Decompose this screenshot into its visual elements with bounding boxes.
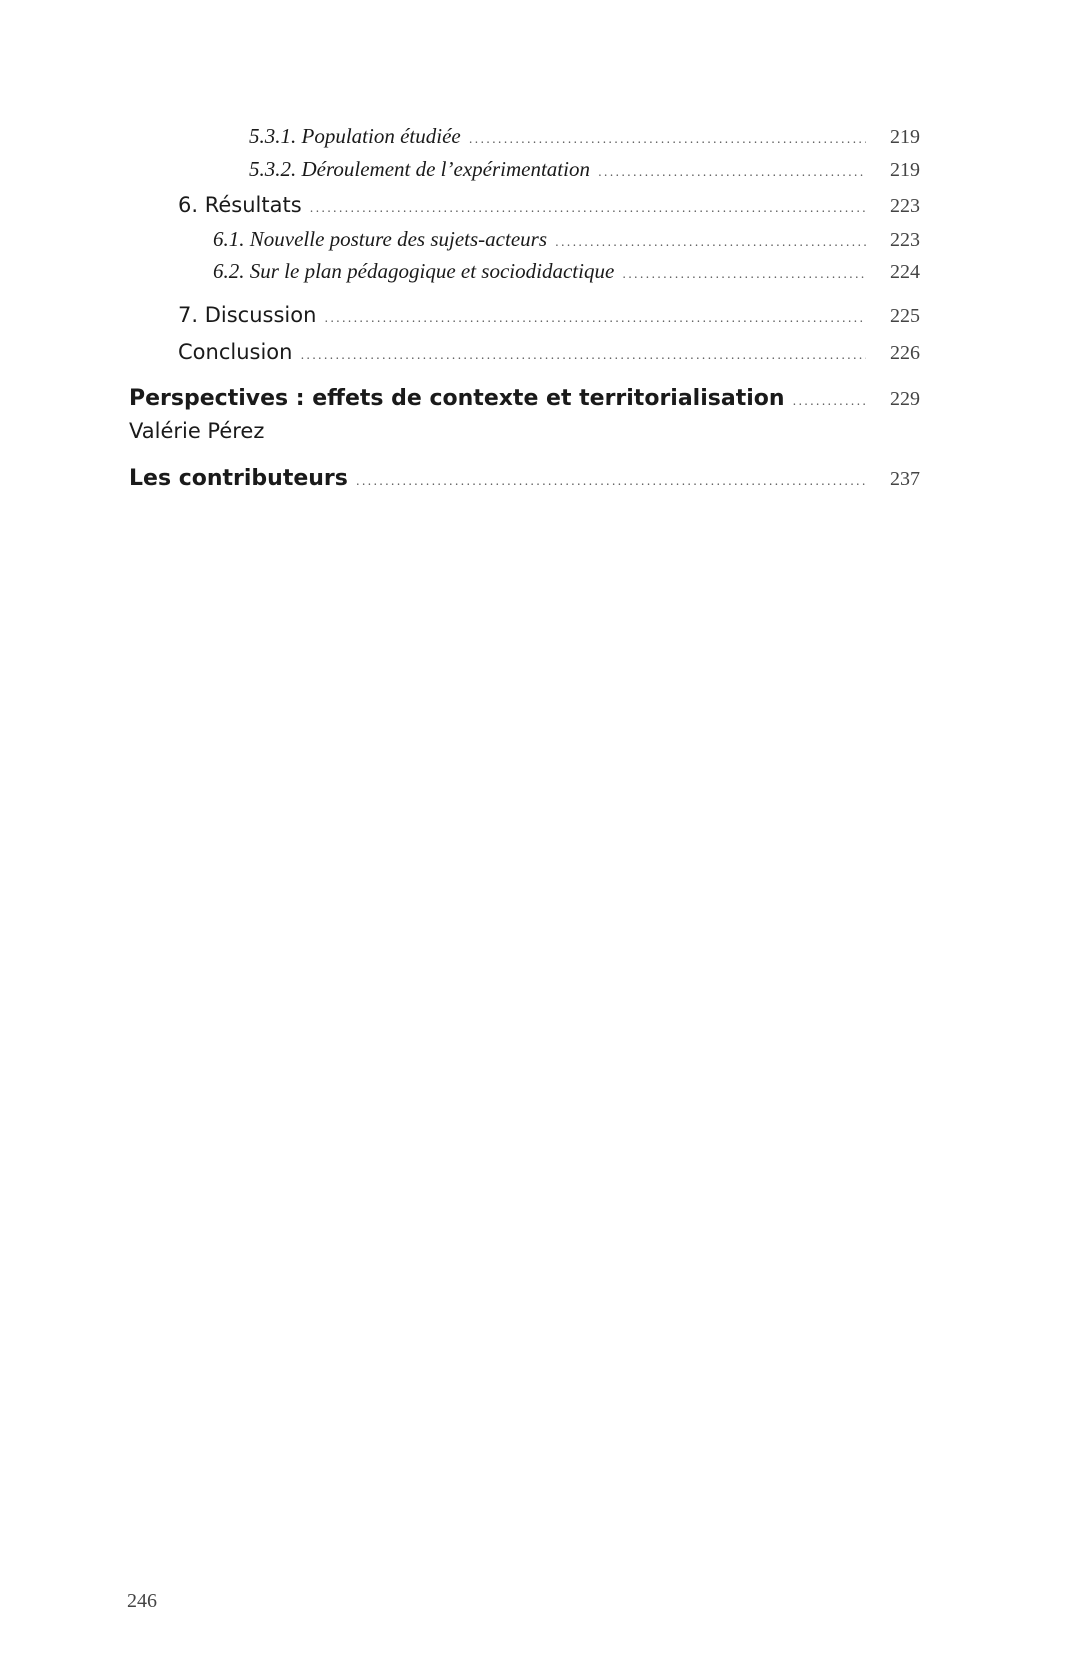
- toc-entry-6[interactable]: [0, 193, 1090, 218]
- toc-entry-label: 6. Résultats: [178, 193, 302, 217]
- dot-leader: [300, 348, 866, 362]
- toc-page-number: 223: [890, 195, 920, 217]
- toc-entry-conclusion[interactable]: [0, 340, 1090, 365]
- dot-leader: [310, 201, 866, 215]
- dot-leader: [555, 235, 866, 249]
- toc-entry-label: 6.1. Nouvelle posture des sujets-acteurs: [213, 227, 548, 251]
- toc-entry-6-1[interactable]: [0, 227, 1090, 252]
- dot-leader: [793, 394, 866, 408]
- dot-leader: [622, 267, 866, 281]
- toc-entry-6-2[interactable]: [0, 259, 1090, 284]
- dot-leader: [356, 474, 866, 488]
- toc-page-number: 219: [890, 159, 920, 181]
- toc-entry-contributeurs[interactable]: [0, 466, 1090, 491]
- toc-page-number: 219: [890, 126, 920, 148]
- toc-entry-label: Conclusion: [178, 340, 293, 364]
- toc-entry-5-3-1[interactable]: [0, 124, 1090, 149]
- toc-entry-label: 5.3.1. Population étudiée: [249, 124, 461, 148]
- toc-entry-label: Perspectives : effets de contexte et territorialisation: [129, 386, 785, 411]
- dot-leader: [324, 311, 866, 325]
- toc-entry-7[interactable]: [0, 303, 1090, 328]
- toc-page-number: 224: [890, 261, 920, 283]
- toc-entry-label: 6.2. Sur le plan pédagogique et sociodidactique: [213, 259, 615, 283]
- dot-leader: [469, 132, 866, 146]
- page-number-folio: 246: [127, 1590, 157, 1612]
- toc-page-number: 237: [890, 468, 920, 490]
- toc-page-number: 223: [890, 229, 920, 251]
- toc-entry-author: Valérie Pérez: [129, 419, 265, 443]
- toc-entry-label: 5.3.2. Déroulement de l’expérimentation: [249, 157, 590, 181]
- dot-leader: [598, 165, 866, 179]
- toc-page-number: 226: [890, 342, 920, 364]
- toc-entry-5-3-2[interactable]: [0, 157, 1090, 182]
- toc-entry-label: 7. Discussion: [178, 303, 317, 327]
- toc-entry-perspectives[interactable]: [0, 386, 1090, 411]
- toc-page-number: 225: [890, 305, 920, 327]
- toc-entry-label: Les contributeurs: [129, 466, 348, 491]
- toc-page-number: 229: [890, 388, 920, 410]
